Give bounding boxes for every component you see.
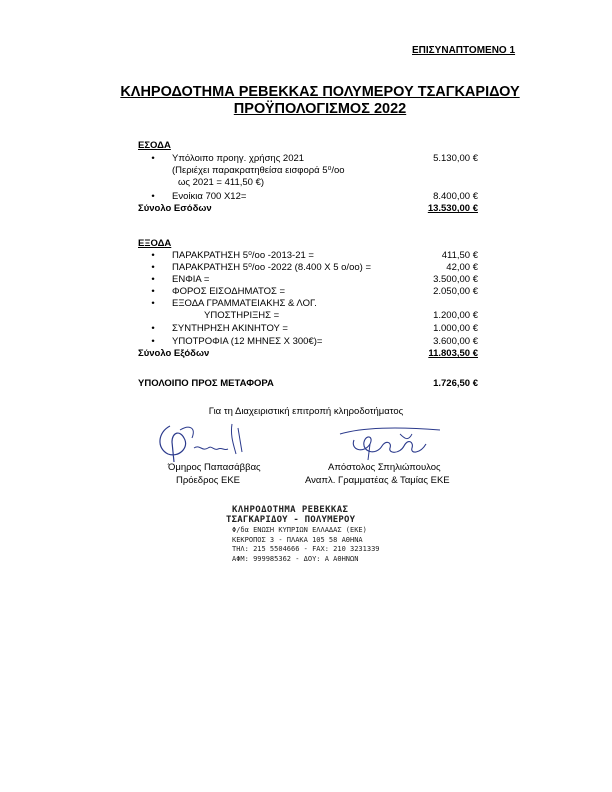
- expense-amount: 3.500,00 €: [433, 274, 478, 285]
- bullet-icon: •: [151, 191, 155, 202]
- expense-row: [138, 274, 478, 285]
- expenses-total-label: Σύνολο Εξόδων: [138, 348, 210, 359]
- carry-forward-label: ΥΠΟΛΟΙΠΟ ΠΡΟΣ ΜΕΤΑΦΟΡΑ: [138, 378, 274, 389]
- stamp-line6: ΑΦΜ: 999985362 - ΔΟΥ: Α ΑΘΗΝΩΝ: [232, 555, 359, 563]
- expense-amount: 1.000,00 €: [433, 323, 478, 334]
- expense-amount: 3.600,00 €: [433, 336, 478, 347]
- president-role: Πρόεδρος ΕΚΕ: [176, 475, 240, 486]
- income-note-line2: ως 2021 = 411,50 €): [178, 177, 265, 188]
- income-row-balance: [138, 153, 478, 164]
- income-note-line1: (Περιέχει παρακρατηθείσα εισφορά 5⁰/οο: [172, 165, 345, 176]
- income-total-amount: 13.530,00 €: [427, 203, 478, 214]
- income-total-row: [138, 203, 478, 214]
- expense-amount: 42,00 €: [446, 262, 478, 273]
- annex-label: ΕΠΙΣΥΝΑΠΤΟΜΕΝΟ 1: [412, 45, 516, 56]
- expense-amount: 411,50 €: [441, 250, 478, 261]
- committee-line: Για τη Διαχειριστική επιτροπή κληροδοτήματος: [208, 406, 404, 417]
- expense-label-continuation: ΥΠΟΣΤΗΡΙΞΗΣ =: [204, 310, 280, 321]
- carry-forward-amount: 1.726,50 €: [433, 378, 478, 389]
- bullet-icon: •: [151, 323, 155, 334]
- stamp-line4: ΚΕΚΡΟΠΟΣ 3 - ΠΛΑΚΑ 105 58 ΑΘΗΝΑ: [232, 536, 363, 544]
- expense-label: ΦΟΡΟΣ ΕΙΣΟΔΗΜΑΤΟΣ =: [172, 286, 286, 297]
- stamp-line3: Φ/δα ΕΝΩΣΗ ΚΥΠΡΙΩΝ ΕΛΛΑΔΑΣ (ΕΚΕ): [232, 526, 367, 534]
- stamp-line5: ΤΗΛ: 215 5504666 - FAX: 210 3231339: [232, 545, 380, 553]
- stamp-line1: ΚΛΗΡΟΔΟΤΗΜΑ ΡΕΒΕΚΚΑΣ: [232, 505, 349, 515]
- document-subtitle: ΠΡΟΫΠΟΛΟΓΙΣΜΟΣ 2022: [233, 101, 407, 117]
- income-heading: ΕΣΟΔΑ: [138, 140, 171, 151]
- bullet-icon: •: [151, 250, 155, 261]
- treasurer-role: Αναπλ. Γραμματέας & Ταμίας ΕΚΕ: [305, 475, 450, 486]
- signature-treasurer: [330, 420, 450, 462]
- income-row-label: Ενοίκια 700 Χ12=: [172, 191, 247, 202]
- expense-row-continuation: [138, 310, 478, 321]
- bullet-icon: •: [151, 274, 155, 285]
- expense-label: ΕΝΦΙΑ =: [172, 274, 210, 285]
- carry-forward-row: [138, 378, 478, 389]
- president-name: Όμηρος Παπασάββας: [168, 462, 261, 473]
- bullet-icon: •: [151, 262, 155, 273]
- expense-amount: 1.200,00 €: [433, 310, 478, 321]
- income-row-label: Υπόλοιπο προηγ. χρήσης 2021: [172, 153, 305, 164]
- expenses-total-row: [138, 348, 478, 359]
- expense-row: [138, 262, 478, 273]
- expense-label: ΠΑΡΑΚΡΑΤΗΣΗ 5⁰/οο -2022 (8.400 Χ 5 ο/οο) =: [172, 262, 371, 273]
- expense-amount: 2.050,00 €: [433, 286, 478, 297]
- treasurer-name: Απόστολος Σπηλιώπουλος: [328, 462, 441, 473]
- bullet-icon: •: [151, 298, 155, 309]
- document-title: ΚΛΗΡΟΔΟΤΗΜΑ ΡΕΒΕΚΚΑΣ ΠΟΛΥΜΕΡΟΥ ΤΣΑΓΚΑΡΙΔΟΥ: [120, 84, 520, 100]
- expense-row: [138, 336, 478, 347]
- expense-label: ΠΑΡΑΚΡΑΤΗΣΗ 5⁰/οο -2013-21 =: [172, 250, 314, 261]
- expense-row: [138, 250, 478, 261]
- expense-label: ΕΞΟΔΑ ΓΡΑΜΜΑΤΕΙΑΚΗΣ & ΛΟΓ.: [172, 298, 317, 309]
- income-total-label: Σύνολο Εσόδων: [138, 203, 212, 214]
- expenses-total-amount: 11.803,50 €: [428, 348, 478, 359]
- expense-label: ΣΥΝΤΗΡΗΣΗ ΑΚΙΝΗΤΟΥ =: [172, 323, 288, 334]
- bullet-icon: •: [151, 153, 155, 164]
- expense-row: [138, 323, 478, 334]
- expense-row: [138, 298, 478, 309]
- signature-president: [150, 418, 250, 464]
- income-row-amount: 5.130,00 €: [433, 153, 478, 164]
- income-row-amount: 8.400,00 €: [433, 191, 478, 202]
- bullet-icon: •: [151, 336, 155, 347]
- stamp-line2: ΤΣΑΓΚΑΡΙΔΟΥ - ΠΟΛΥΜΕΡΟΥ: [226, 515, 356, 525]
- expenses-heading: ΕΞΟΔΑ: [138, 238, 172, 249]
- bullet-icon: •: [151, 286, 155, 297]
- income-row-rent: [138, 191, 478, 202]
- expense-label: ΥΠΟΤΡΟΦΙΑ (12 ΜΗΝΕΣ Χ 300€)=: [172, 336, 323, 347]
- expense-row: [138, 286, 478, 297]
